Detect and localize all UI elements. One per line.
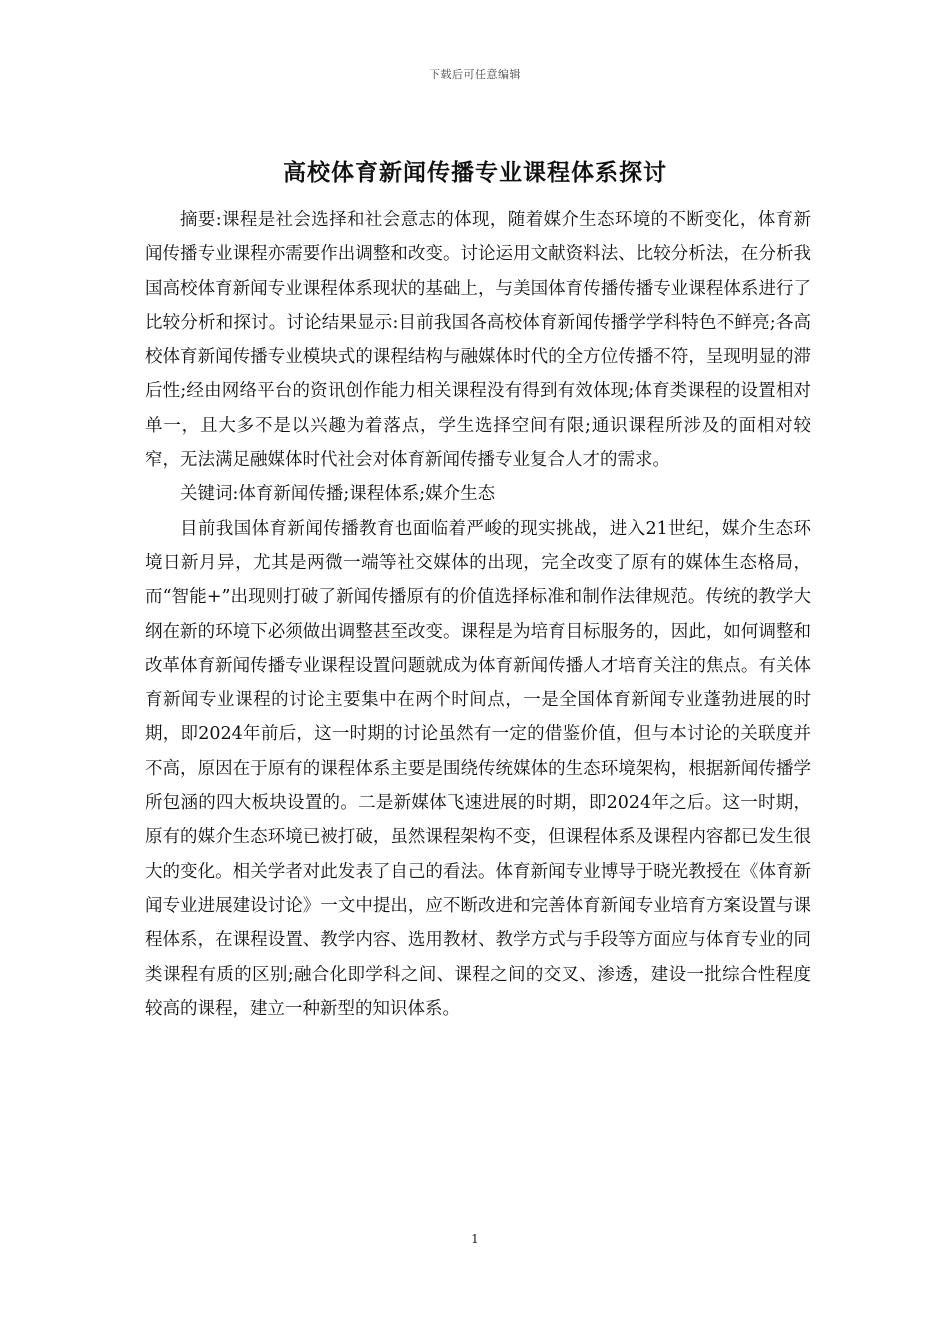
body-paragraph: 目前我国体育新闻传播教育也面临着严峻的现实挑战，进入21世纪，媒介生态环境日新月异，尤其是两微一端等社交媒体的出现，完全改变了原有的媒体生态格局，而“智能+”出现则打破了新闻传播原有的价值选择标准和制作法律规范。传统的教学大纲在新的环境下必须做出调整甚至改变。课程是为培育目标服务的，因此，如何调整和改革体育新闻传播专业课程设置问题就成为体育新闻传播人才培育关注的焦点。有关体育新闻专业课程的讨论主要集中在两个时间点，一是全国体育新闻专业蓬勃进展的时期，即2024年前后，这一时期的讨论虽然有一定的借鉴价值，但与本讨论的关联度并不高，原因在于原有的课程体系主要是围绕传统媒体的生态环境架构，根据新闻传播学所包涵的四大板块设置的。二是新媒体飞速进展的时期，即2024年之后。这一时期，原有的媒介生态环境已被打破，虽然课程架构不变，但课程体系及课程内容都已发生很大的变化。相关学者对此发表了自己的看法。体育新闻专业博导于晓光教授在《体育新闻专业进展建设讨论》一文中提出，应不断改进和完善体育新闻专业培育方案设置与课程体系，在课程设置、教学内容、选用教材、教学方式与手段等方面应与体育专业的同类课程有质的区别;融合化即学科之间、课程之间的交叉、渗透，建设一批综合性程度较高的课程，建立一种新型的知识体系。 <box>145 518 811 1019</box>
document-title: 高校体育新闻传播专业课程体系探讨 <box>283 160 667 186</box>
abstract-paragraph: 摘要:课程是社会选择和社会意志的体现，随着媒介生态环境的不断变化，体育新闻传播专业课程亦需要作出调整和改变。讨论运用文献资料法、比较分析法，在分析我国高校体育新闻专业课程体系现状的基础上，与美国体育传播传播专业课程体系进行了比较分析和探讨。讨论结果显示:目前我国各高校体育新闻传播学学科特色不鲜亮;各高校体育新闻传播专业模块式的课程结构与融媒体时代的全方位传播不符，呈现明显的滞后性;经由网络平台的资讯创作能力相关课程没有得到有效体现;体育类课程的设置相对单一，且大多不是以兴趣为着落点，学生选择空间有限;通识课程所涉及的面相对较窄，无法满足融媒体时代社会对体育新闻传播专业复合人才的需求。 <box>145 210 811 471</box>
document-body <box>145 203 811 1026</box>
header-note: 下载后可任意编辑 <box>429 68 521 81</box>
keywords-paragraph: 关键词:体育新闻传播;课程体系;媒介生态 <box>180 484 496 505</box>
page-number: 1 <box>471 1232 479 1246</box>
